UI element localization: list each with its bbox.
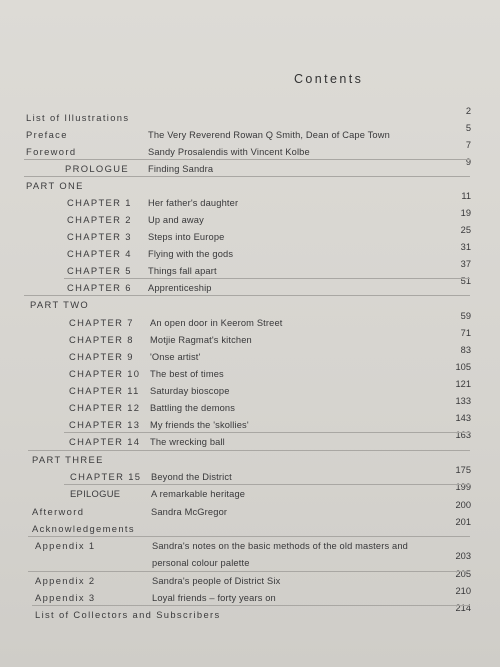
toc-entry-label: Appendix 2	[35, 575, 96, 586]
toc-entry	[0, 242, 500, 263]
toc-entry-description: Sandra's people of District Six	[152, 576, 281, 586]
toc-entry	[0, 296, 500, 314]
toc-entry	[0, 482, 500, 503]
toc-entry-description: Apprenticeship	[148, 283, 212, 293]
toc-entry	[0, 177, 500, 195]
toc-entry-label: Acknowledgements	[32, 523, 135, 534]
toc-entry-label: CHAPTER 8	[69, 334, 134, 345]
toc-entry-label: CHAPTER 3	[67, 231, 132, 242]
toc-entry	[0, 500, 500, 521]
toc-entry-page-number: 11	[461, 191, 471, 201]
toc-entry-page-number: 163	[455, 430, 471, 440]
toc-entry-label: CHAPTER 1	[67, 197, 132, 208]
divider	[24, 176, 470, 177]
toc-entry-description: My friends the 'skollies'	[150, 420, 249, 430]
toc-entry-label: CHAPTER 5	[67, 265, 132, 276]
toc-entry-page-number: 143	[455, 413, 471, 423]
toc-entry	[0, 451, 500, 469]
toc-entry	[0, 123, 500, 144]
toc-entry-label: CHAPTER 13	[69, 419, 141, 430]
toc-entry-label: Appendix 3	[35, 592, 96, 603]
toc-entry-description: Motjie Ragmat's kitchen	[150, 335, 252, 345]
toc-entry	[0, 430, 500, 451]
toc-entry-label: List of Collectors and Subscribers	[35, 609, 221, 620]
toc-entry-description: Loyal friends – forty years on	[152, 593, 276, 603]
divider	[64, 278, 470, 279]
divider	[24, 159, 470, 160]
divider	[28, 571, 470, 572]
toc-entry-description: Things fall apart	[148, 266, 217, 276]
toc-entry-page-number: 210	[455, 586, 471, 596]
toc-entry-description: Saturday bioscope	[150, 386, 230, 396]
toc-entry-description: Steps into Europe	[148, 232, 225, 242]
toc-entry-description: The Very Reverend Rowan Q Smith, Dean of Cape Town	[148, 130, 390, 140]
toc-entry	[0, 208, 500, 229]
toc-entry-page-number: 2	[465, 106, 471, 116]
toc-entry-label: CHAPTER 4	[67, 248, 132, 259]
toc-entry	[0, 603, 500, 624]
toc-entry	[0, 537, 500, 555]
toc-entry	[0, 396, 500, 417]
toc-entry-description: An open door in Keerom Street	[150, 318, 283, 328]
toc-entry-label: CHAPTER 14	[69, 436, 141, 447]
toc-entry-page-number: 200	[455, 500, 471, 510]
toc-entry	[0, 311, 500, 332]
toc-entry-description: Her father's daughter	[148, 198, 239, 208]
toc-entry-description: Sandra McGregor	[151, 507, 228, 517]
toc-entry-description: The wrecking ball	[150, 437, 225, 447]
toc-entry	[0, 362, 500, 383]
toc-entry-label: List of Illustrations	[26, 112, 130, 123]
toc-entry	[0, 328, 500, 349]
toc-entry-label: CHAPTER 6	[67, 282, 132, 293]
toc-entry-page-number: 59	[460, 311, 471, 321]
divider	[28, 450, 470, 451]
toc-entry-description: A remarkable heritage	[151, 489, 246, 499]
toc-entry-page-number: 25	[460, 225, 471, 235]
toc-entry-label: CHAPTER 15	[70, 471, 142, 482]
toc-entry-description: Beyond the District	[151, 472, 232, 482]
toc-entry-description: 'Onse artist'	[150, 352, 201, 362]
toc-entry-page-number: 37	[460, 259, 471, 269]
toc-entry	[0, 379, 500, 400]
divider	[64, 432, 470, 433]
toc-entry	[0, 551, 500, 572]
toc-entry-page-number: 5	[465, 123, 471, 133]
toc-entry	[0, 191, 500, 212]
divider	[64, 484, 470, 485]
toc-entry-label: PART THREE	[32, 454, 104, 465]
toc-entry-page-number: 205	[455, 569, 471, 579]
toc-entry-label: Afterword	[32, 506, 85, 517]
toc-entry-label: PART TWO	[30, 299, 90, 310]
toc-entry-label: Appendix 1	[35, 540, 96, 551]
toc-entry	[0, 345, 500, 366]
toc-entry-label: CHAPTER 2	[67, 214, 132, 225]
toc-entry-page-number: 19	[460, 208, 471, 218]
divider	[28, 536, 470, 537]
toc-entry-label: CHAPTER 12	[69, 402, 141, 413]
toc-entry-description: personal colour palette	[152, 558, 250, 568]
toc-entry	[0, 569, 500, 590]
toc-entry-description: Battling the demons	[150, 403, 236, 413]
toc-entry-page-number: 31	[460, 242, 471, 252]
toc-entry-description: Up and away	[148, 215, 204, 225]
toc-entry-page-number: 199	[455, 482, 471, 492]
toc-entry-page-number: 203	[455, 551, 471, 561]
toc-entry-page-number: 105	[455, 362, 471, 372]
toc-entry	[0, 225, 500, 246]
toc-entry-page-number: 214	[455, 603, 471, 613]
toc-entry-page-number: 83	[460, 345, 471, 355]
toc-entry-label: Foreword	[26, 146, 77, 157]
toc-entry-page-number: 71	[460, 328, 471, 338]
toc-entry-label: EPILOGUE	[70, 488, 121, 499]
toc-entry-label: CHAPTER 7	[69, 317, 134, 328]
toc-entry-page-number: 7	[465, 140, 471, 150]
toc-entry-page-number: 133	[455, 396, 471, 406]
toc-entry-page-number: 175	[455, 465, 471, 475]
toc-entry-description: Finding Sandra	[148, 164, 214, 174]
toc-entry-description: The best of times	[150, 369, 224, 379]
toc-entry-description: Sandy Prosalendis with Vincent Kolbe	[148, 147, 310, 157]
page-title: Contents	[294, 72, 364, 86]
toc-entry-label: PART ONE	[26, 180, 84, 191]
toc-entry-label: CHAPTER 9	[69, 351, 134, 362]
toc-entry-label: Preface	[26, 129, 68, 140]
toc-entry-label: PROLOGUE	[65, 163, 129, 174]
toc-entry-page-number: 51	[460, 276, 471, 286]
divider	[32, 605, 470, 606]
toc-entry-label: CHAPTER 10	[69, 368, 141, 379]
divider	[24, 295, 470, 296]
toc-entry-description: Sandra's notes on the basic methods of the old masters and	[152, 541, 408, 551]
toc-entry-page-number: 9	[465, 157, 471, 167]
toc-entry-description: Flying with the gods	[148, 249, 234, 259]
toc-entry-page-number: 121	[455, 379, 471, 389]
toc-entry-label: CHAPTER 11	[69, 385, 140, 396]
toc-entry	[0, 106, 500, 127]
toc-entry-page-number: 201	[455, 517, 471, 527]
